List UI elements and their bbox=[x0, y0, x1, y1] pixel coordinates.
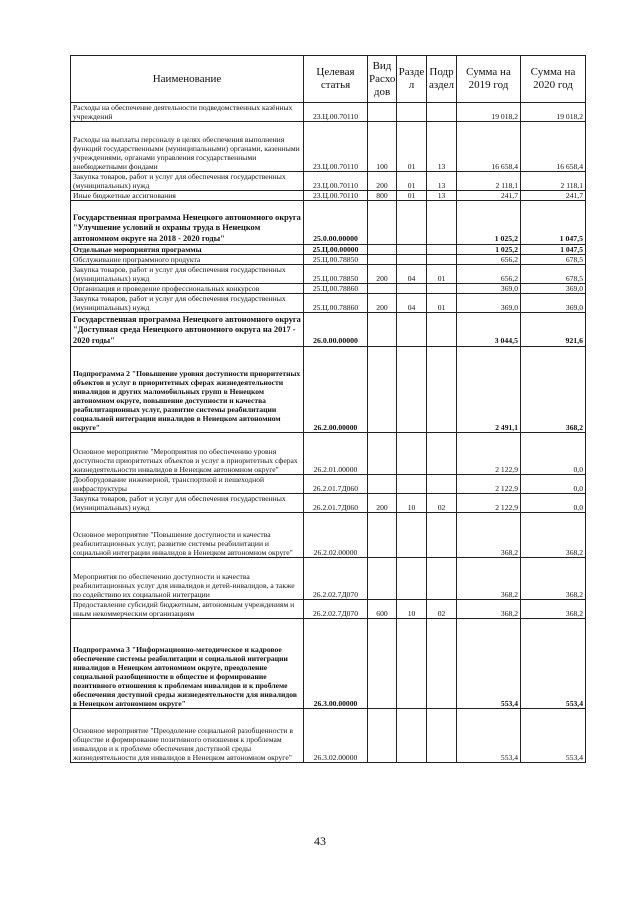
cell-expense-type: 200 bbox=[368, 494, 397, 513]
cell-expense-type bbox=[368, 619, 397, 709]
cell-expense-type: 800 bbox=[368, 191, 397, 201]
cell-subsection bbox=[427, 284, 457, 294]
table-row bbox=[71, 191, 586, 201]
cell-target-article: 23.Ц.00.70110 bbox=[304, 172, 368, 191]
cell-subsection: 13 bbox=[427, 122, 457, 172]
table-row bbox=[71, 201, 586, 245]
cell-sum-2019: 2 122,9 bbox=[457, 475, 521, 494]
cell-section bbox=[397, 558, 427, 600]
cell-subsection: 02 bbox=[427, 494, 457, 513]
page-number: 43 bbox=[314, 834, 326, 848]
cell-sum-2020: 369,0 bbox=[521, 294, 586, 313]
table-row bbox=[71, 494, 586, 513]
cell-name: Закупка товаров, работ и услуг для обеспечения государственных (муниципальных) нужд bbox=[71, 294, 304, 313]
cell-sum-2020: 16 658,4 bbox=[521, 122, 586, 172]
cell-expense-type bbox=[368, 709, 397, 763]
cell-section: 01 bbox=[397, 122, 427, 172]
cell-section bbox=[397, 433, 427, 475]
cell-target-article: 25.0.00.00000 bbox=[304, 201, 368, 245]
cell-sum-2020: 368,2 bbox=[521, 513, 586, 558]
cell-target-article: 26.3.02.00000 bbox=[304, 709, 368, 763]
cell-target-article: 25.Ц.00.78860 bbox=[304, 284, 368, 294]
table-row bbox=[71, 245, 586, 255]
cell-sum-2020: 0,0 bbox=[521, 494, 586, 513]
cell-name: Мероприятия по обеспечению доступности и качества реабилитационных услуг для инвалидов и детей-инвалидов, а также по содействию их социальной интеграции bbox=[71, 558, 304, 600]
table-row bbox=[71, 709, 586, 763]
cell-name: Обслуживание программного продукта bbox=[71, 255, 304, 265]
header-sum-2020: Сумма на 2020 год bbox=[521, 56, 586, 103]
cell-sum-2020: 368,2 bbox=[521, 600, 586, 619]
cell-expense-type: 100 bbox=[368, 122, 397, 172]
cell-section bbox=[397, 103, 427, 122]
cell-sum-2019: 241,7 bbox=[457, 191, 521, 201]
cell-target-article: 23.Ц.00.70110 bbox=[304, 122, 368, 172]
cell-sum-2020: 678,5 bbox=[521, 255, 586, 265]
cell-name: Дооборудование инженерной, транспортной и пешеходной инфраструктуры bbox=[71, 475, 304, 494]
cell-sum-2019: 656,2 bbox=[457, 255, 521, 265]
cell-name: Подпрограмма 3 "Информационно-методическое и кадровое обеспечение системы реабилитации и социальной интеграции инвалидов в Ненецком автономном округе, преодоление социальной разобщенности в обществе и формирование позитивного отношения к проблемам инвалидов и к проблеме обеспечения доступной среды жизнедеятельности для инвалидов в Ненецком автономном округе" bbox=[71, 619, 304, 709]
cell-expense-type bbox=[368, 558, 397, 600]
cell-section bbox=[397, 245, 427, 255]
cell-sum-2020: 1 047,5 bbox=[521, 201, 586, 245]
cell-sum-2019: 2 491,1 bbox=[457, 347, 521, 433]
cell-name: Организация и проведение профессиональных конкурсов bbox=[71, 284, 304, 294]
cell-section bbox=[397, 347, 427, 433]
table-row bbox=[71, 122, 586, 172]
table-row bbox=[71, 513, 586, 558]
cell-sum-2019: 369,0 bbox=[457, 284, 521, 294]
cell-sum-2020: 0,0 bbox=[521, 433, 586, 475]
cell-target-article: 26.2.00.00000 bbox=[304, 347, 368, 433]
cell-name: Основное мероприятие "Преодоление социальной разобщенности в обществе и формирование позитивного отношения к проблемам инвалидов и к проблеме обеспечения доступной среды жизнедеятельности для инвалидов в Ненецком автономном округе" bbox=[71, 709, 304, 763]
cell-sum-2020: 678,5 bbox=[521, 265, 586, 284]
cell-section: 04 bbox=[397, 294, 427, 313]
cell-expense-type: 200 bbox=[368, 172, 397, 191]
cell-name: Основное мероприятие "Мероприятия по обеспечению уровня доступности приоритетных объектов и услуг в приоритетных сферах жизнедеятельности инвалидов в Ненецком автономном округе" bbox=[71, 433, 304, 475]
cell-expense-type bbox=[368, 201, 397, 245]
cell-target-article: 25.Ц.00.78860 bbox=[304, 294, 368, 313]
cell-section bbox=[397, 619, 427, 709]
cell-target-article: 26.2.02.7Д070 bbox=[304, 558, 368, 600]
cell-subsection: 13 bbox=[427, 172, 457, 191]
cell-subsection bbox=[427, 201, 457, 245]
cell-expense-type bbox=[368, 475, 397, 494]
header-subsection: Подр аздел bbox=[427, 56, 457, 103]
table-row bbox=[71, 284, 586, 294]
table-row bbox=[71, 558, 586, 600]
table-row bbox=[71, 255, 586, 265]
cell-section: 10 bbox=[397, 494, 427, 513]
cell-section: 01 bbox=[397, 191, 427, 201]
cell-sum-2019: 368,2 bbox=[457, 558, 521, 600]
cell-name: Закупка товаров, работ и услуг для обеспечения государственных (муниципальных) нужд bbox=[71, 172, 304, 191]
cell-sum-2019: 553,4 bbox=[457, 619, 521, 709]
cell-name: Государственная программа Ненецкого автономного округа "Улучшение условий и охраны труда в Ненецком автономном округе на 2018 - 2020 годы" bbox=[71, 201, 304, 245]
cell-name: Расходы на обеспечение деятельности подведомственных казённых учреждений bbox=[71, 103, 304, 122]
cell-sum-2019: 656,2 bbox=[457, 265, 521, 284]
cell-section bbox=[397, 709, 427, 763]
table-row bbox=[71, 265, 586, 284]
cell-sum-2020: 369,0 bbox=[521, 284, 586, 294]
cell-section: 10 bbox=[397, 600, 427, 619]
cell-sum-2019: 2 122,9 bbox=[457, 433, 521, 475]
cell-expense-type bbox=[368, 513, 397, 558]
cell-name: Закупка товаров, работ и услуг для обеспечения государственных (муниципальных) нужд bbox=[71, 494, 304, 513]
cell-target-article: 26.3.00.00000 bbox=[304, 619, 368, 709]
cell-target-article: 26.2.02.00000 bbox=[304, 513, 368, 558]
header-sum-2019: Сумма на 2019 год bbox=[457, 56, 521, 103]
cell-subsection bbox=[427, 513, 457, 558]
cell-subsection bbox=[427, 558, 457, 600]
table-row bbox=[71, 475, 586, 494]
cell-subsection bbox=[427, 245, 457, 255]
cell-target-article: 26.2.02.7Д070 bbox=[304, 600, 368, 619]
table-row bbox=[71, 600, 586, 619]
cell-section: 04 bbox=[397, 265, 427, 284]
cell-target-article: 26.2.01.7Д060 bbox=[304, 475, 368, 494]
cell-sum-2019: 369,0 bbox=[457, 294, 521, 313]
cell-section bbox=[397, 201, 427, 245]
cell-sum-2019: 3 044,5 bbox=[457, 313, 521, 347]
cell-subsection: 02 bbox=[427, 600, 457, 619]
cell-subsection bbox=[427, 475, 457, 494]
cell-name: Расходы на выплаты персоналу в целях обеспечения выполнения функций государственными (муниципальными) органами, казенными учреждениями, органами управления государственными внебюджетными фондами bbox=[71, 122, 304, 172]
table-row bbox=[71, 619, 586, 709]
cell-section: 01 bbox=[397, 172, 427, 191]
cell-subsection bbox=[427, 619, 457, 709]
cell-sum-2020: 1 047,5 bbox=[521, 245, 586, 255]
cell-expense-type bbox=[368, 347, 397, 433]
cell-section bbox=[397, 255, 427, 265]
table-row bbox=[71, 433, 586, 475]
cell-sum-2019: 553,4 bbox=[457, 709, 521, 763]
table-row bbox=[71, 103, 586, 122]
cell-expense-type bbox=[368, 433, 397, 475]
header-target-article: Целевая статья bbox=[304, 56, 368, 103]
table-header-row bbox=[71, 56, 586, 103]
cell-target-article: 26.2.01.7Д060 bbox=[304, 494, 368, 513]
cell-name: Предоставление субсидий бюджетным, автономным учреждениям и иным некоммерческим организациям bbox=[71, 600, 304, 619]
table-body bbox=[71, 103, 586, 763]
cell-sum-2019: 1 025,2 bbox=[457, 245, 521, 255]
cell-sum-2020: 368,2 bbox=[521, 347, 586, 433]
cell-expense-type bbox=[368, 245, 397, 255]
cell-sum-2019: 2 118,1 bbox=[457, 172, 521, 191]
cell-subsection bbox=[427, 347, 457, 433]
cell-subsection bbox=[427, 709, 457, 763]
table-row bbox=[71, 347, 586, 433]
cell-name: Государственная программа Ненецкого автономного округа "Доступная среда Ненецкого автономного округа на 2017 - 2020 годы" bbox=[71, 313, 304, 347]
cell-expense-type: 600 bbox=[368, 600, 397, 619]
cell-sum-2019: 368,2 bbox=[457, 600, 521, 619]
table-row bbox=[71, 313, 586, 347]
cell-sum-2019: 19 018,2 bbox=[457, 103, 521, 122]
cell-sum-2020: 921,6 bbox=[521, 313, 586, 347]
cell-subsection bbox=[427, 103, 457, 122]
cell-expense-type: 200 bbox=[368, 265, 397, 284]
cell-subsection bbox=[427, 433, 457, 475]
cell-name: Иные бюджетные ассигнования bbox=[71, 191, 304, 201]
budget-table bbox=[70, 55, 586, 763]
header-expense-type: Вид Расхо дов bbox=[368, 56, 397, 103]
cell-target-article: 23.Ц.00.70110 bbox=[304, 103, 368, 122]
cell-sum-2020: 553,4 bbox=[521, 709, 586, 763]
cell-subsection bbox=[427, 313, 457, 347]
cell-sum-2019: 368,2 bbox=[457, 513, 521, 558]
cell-target-article: 26.0.00.00000 bbox=[304, 313, 368, 347]
cell-sum-2020: 553,4 bbox=[521, 619, 586, 709]
cell-subsection: 01 bbox=[427, 265, 457, 284]
cell-sum-2020: 368,2 bbox=[521, 558, 586, 600]
header-name: Наименование bbox=[71, 56, 304, 103]
cell-section bbox=[397, 513, 427, 558]
cell-sum-2020: 0,0 bbox=[521, 475, 586, 494]
cell-sum-2019: 2 122,9 bbox=[457, 494, 521, 513]
cell-sum-2020: 2 118,1 bbox=[521, 172, 586, 191]
cell-target-article: 23.Ц.00.70110 bbox=[304, 191, 368, 201]
cell-sum-2019: 16 658,4 bbox=[457, 122, 521, 172]
cell-target-article: 25.Ц.00.78850 bbox=[304, 265, 368, 284]
cell-target-article: 25.Ц.00.00000 bbox=[304, 245, 368, 255]
cell-section bbox=[397, 475, 427, 494]
cell-name: Отдельные мероприятия программы bbox=[71, 245, 304, 255]
table-row bbox=[71, 294, 586, 313]
cell-name: Основное мероприятие "Повышение доступности и качества реабилитационных услуг, развитие системы реабилитации и социальной интеграции инвалидов в Ненецком автономном округе" bbox=[71, 513, 304, 558]
table-row bbox=[71, 172, 586, 191]
cell-subsection: 13 bbox=[427, 191, 457, 201]
cell-subsection: 01 bbox=[427, 294, 457, 313]
header-section: Разде л bbox=[397, 56, 427, 103]
cell-expense-type bbox=[368, 103, 397, 122]
cell-expense-type: 200 bbox=[368, 294, 397, 313]
cell-name: Подпрограмма 2 "Повышение уровня доступности приоритетных объектов и услуг в приоритетных сферах жизнедеятельности инвалидов и других маломобильных групп в Ненецком автономном округе, повышение доступности и качества реабилитационных услуг, развитие системы реабилитации социальной интеграции инвалидов в Ненецком автономном округе" bbox=[71, 347, 304, 433]
cell-name: Закупка товаров, работ и услуг для обеспечения государственных (муниципальных) нужд bbox=[71, 265, 304, 284]
cell-section bbox=[397, 284, 427, 294]
cell-sum-2019: 1 025,2 bbox=[457, 201, 521, 245]
cell-sum-2020: 19 018,2 bbox=[521, 103, 586, 122]
cell-target-article: 26.2.01.00000 bbox=[304, 433, 368, 475]
cell-section bbox=[397, 313, 427, 347]
cell-subsection bbox=[427, 255, 457, 265]
cell-expense-type bbox=[368, 284, 397, 294]
cell-expense-type bbox=[368, 313, 397, 347]
cell-sum-2020: 241,7 bbox=[521, 191, 586, 201]
cell-expense-type bbox=[368, 255, 397, 265]
cell-target-article: 25.Ц.00.78850 bbox=[304, 255, 368, 265]
